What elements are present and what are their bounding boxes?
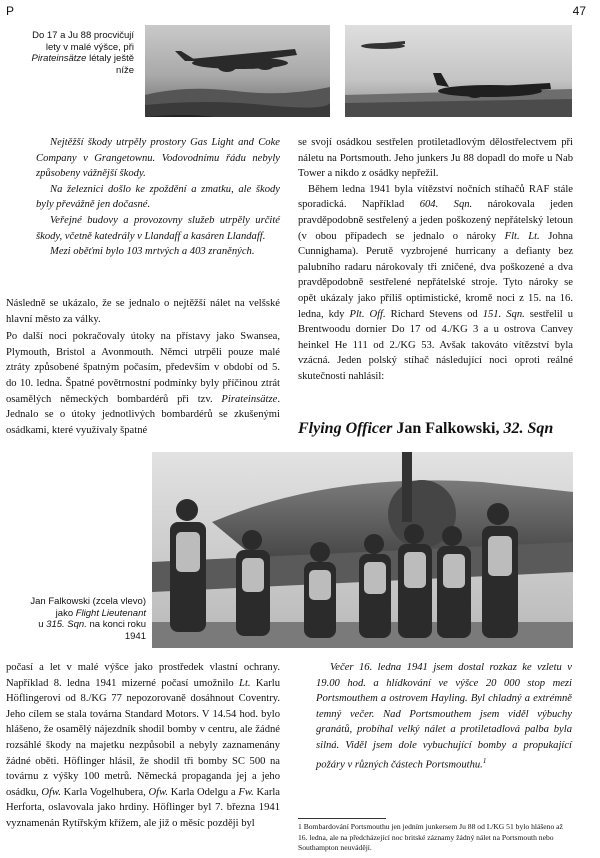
photo-caption-falkowski: Jan Falkowski (zcela vlevo) jako Flight Lieutenant u 315. Sqn. na konci roku 1941	[30, 596, 146, 642]
footnote-ref: 1	[482, 756, 487, 765]
paragraph: se svojí osádkou sestřelen protiletadlovým dělostřelectvem při náletu na Portsmouth. Jeho junkers Ju 88 dopadl do moře u Nab Tower a nikdo z osádky nepřežil.	[298, 137, 573, 180]
photo-ju88-low-flight	[345, 25, 572, 117]
running-header-letter: P	[6, 4, 15, 18]
section-heading: Flying Officer Jan Falkowski, 32. Sqn	[298, 420, 554, 437]
right-column-upper	[298, 135, 573, 385]
page-number: 47	[572, 4, 586, 18]
falkowski-quote: Večer 16. ledna 1941 jsem dostal rozkaz ke vzletu v 19.00 hod. a hlídkování ve výšce 20 000 stop mezi Portsmouthem a ostrovem Hayling. Byl chladný a extrémně temný večer. Nad Portsmouthem jsem viděl výbuchy granátů, probíhal velký nálet a protiletadlová palba byla silná. Viděl jsem dole vybuchující bomby a propukající požáry v různých částech Portsmouthu.$^1$	[316, 662, 572, 771]
footnote: 1 Bombardování Portsmouthu jen jedním junkersem Ju 88 od I./KG 51 bylo hlášeno až 16. ledna, ale na předcházející noc britské záznamy žádný nálet na Portsmouth nebo Southampton neuvádějí.	[298, 822, 563, 852]
photo-do17-low-flight	[145, 25, 330, 117]
paragraph: počasí a let v malé výšce jako prostředek vlastní ochrany. Například 8. ledna 1941 mizerné počasí umožnilo Lt. Karlu Höflingerovi od 8./KG 77 nepozorovaně dosáhnout Coventry. Jeho cílem se stala továrna Standard Motors. V 14.54 hod. bylo hlášeno, že osamělý nájezdník shodil bomby v centru, ale žádné rozsáhlé škody na majetku nezpůsobil a nebyly zaznamenány žádné oběti. Höflinger hlásil, že shodil tři bomby SC 500 na továrnu z výšky 100 metrů. Německá propaganda jej a jeho osádku, Ofw. Karla Vogelhubera, Ofw. Karla Odelgu a Fw. Karla Herforta, oslavovala jako hrdiny. Höflinger byl 7. března 1941 vyznamenán Rytířským křížem, ale již o měsíc později byl	[6, 662, 281, 829]
paragraph: Během ledna 1941 byla vítězství nočních stíhačů RAF stále sporadická. Například 604. Sqn. nárokovala jeden pravděpodobně sestřelený a jeden poškozený nepřátelský letoun (v obou případech se jednalo o nároky Flt. Lt. Johna Cunnighama). Perutě vyzbrojené hurricany a defianty bez palubního radaru nárokovaly tři zničené, dva poškozené a dva pravděpodobně sestřelené nepřátelské stroje. Tyto nároky se opět ukázaly jako příliš optimistické, kromě noci z 15. na 16. ledna, kdy Plt. Off. Richard Stevens od 151. Sqn. sestřelil u Brentwoodu dornier Do 17 od 4./KG 3 a u ostrova Canvey heinkel He 111 od 2./KG 53. Avšak takováto vítězství byla vzácná. Jeden polský stíhač následující noci oproti reálné skutečnosti nahlásil:	[298, 183, 574, 382]
document-quote-cardiff: Nejtěžší škody utrpěly prostory Gas Light and Coke Company v Grangetownu. Vodovodnímu řádu nebyly způsobeny vážnější škody. Na železnici došlo ke zpoždění a zmatku, ale škody byly převážně jen dočasné. Veřejné budovy a provozovny služeb utrpěly určité škody, včetně katedrály v Llandaff a kasáren Llandaff. Mezi oběťmi bylo 103 mrtvých a 403 zraněných.	[36, 137, 280, 258]
left-column-lower	[6, 660, 280, 832]
photo-falkowski-group	[152, 452, 573, 648]
left-column-upper	[36, 135, 280, 260]
paragraph: Po další noci pokračovaly útoky na přístavy jako Swansea, Plymouth, Bristol a Avonmouth. Němci utrpěli pouze malé ztráty způsobené špatným počasím, především v období od 5. do 10. ledna. Špatné povětrnostní podmínky byly příčinou ztrát osamělých německých bombardérů při tzv. Pirateinsätze. Jednalo se o útoky jednotlivých bombardérů se zkušenými osádkami, které využívaly špatné	[6, 331, 280, 436]
footnote-divider	[298, 818, 386, 819]
left-column-body	[6, 296, 280, 438]
top-photo-caption: Do 17 a Ju 88 procvičují lety v malé výšce, při Pirateinsätze létaly ještě níže	[31, 30, 134, 76]
paragraph: Následně se ukázalo, že se jednalo o nejtěžší nálet na velšské hlavní město za války.	[6, 298, 280, 325]
